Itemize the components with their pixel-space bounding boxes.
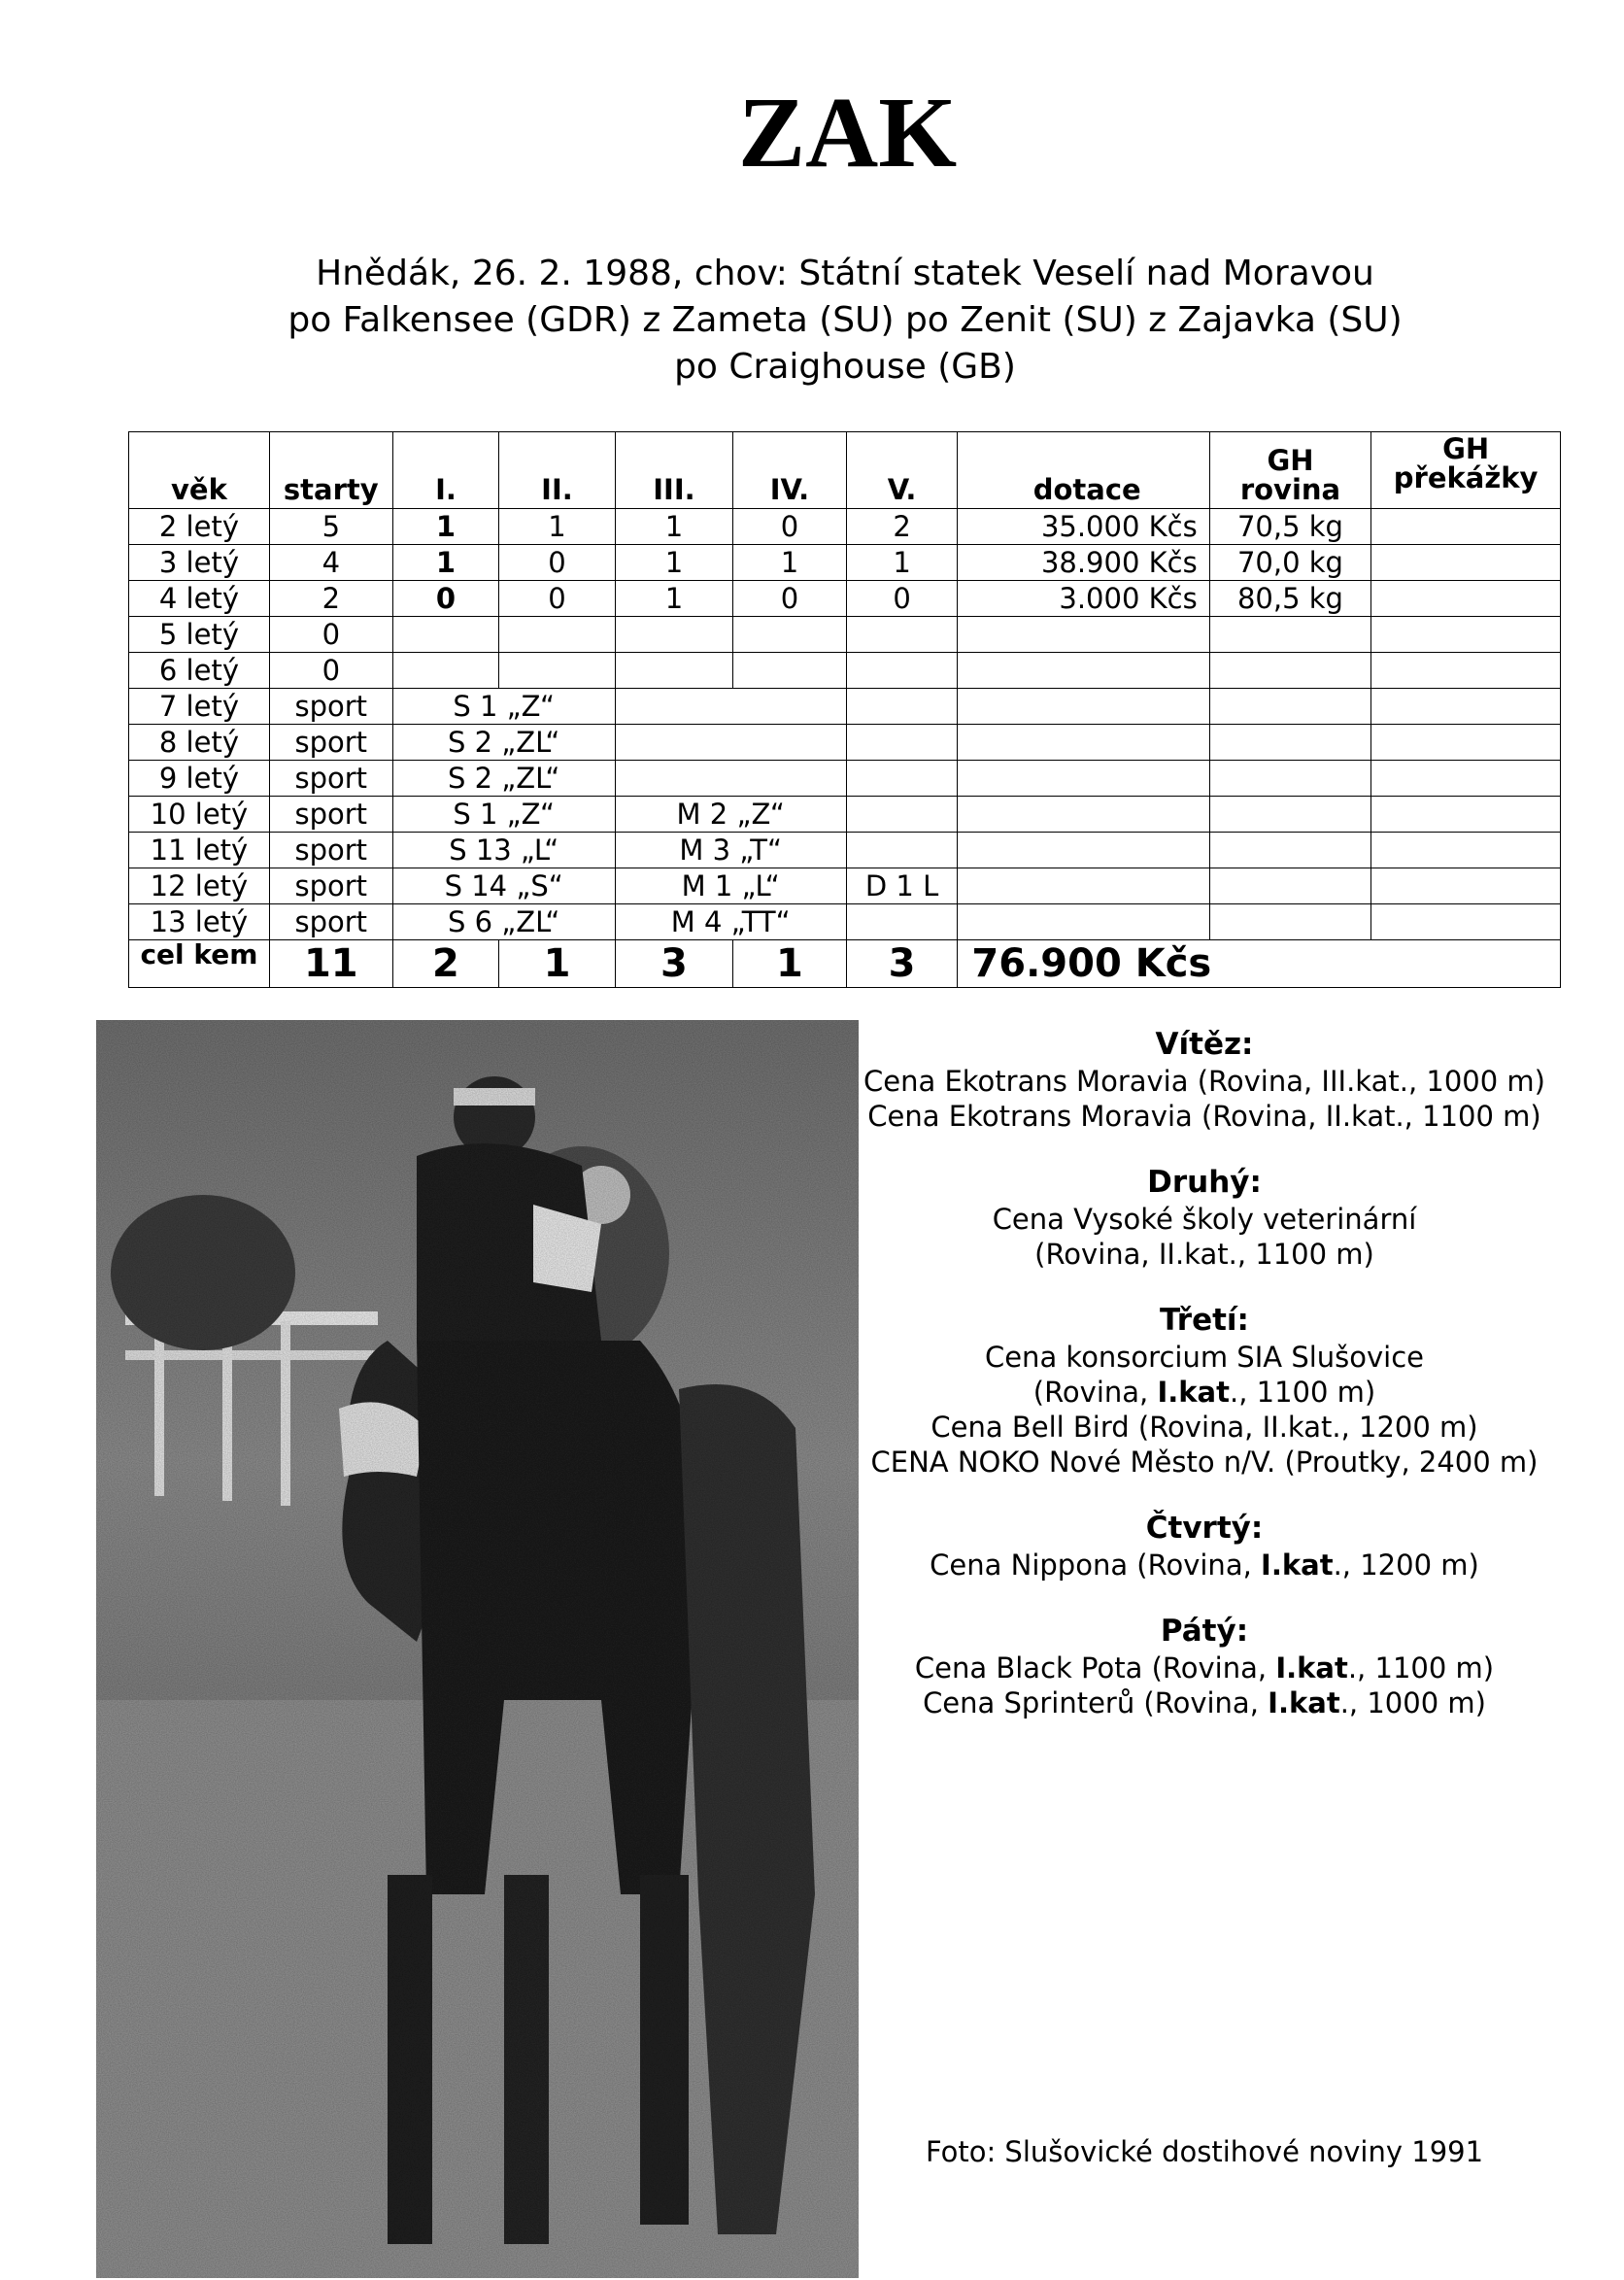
cell-sport-s: S 14 „S“	[392, 868, 615, 904]
table-total-row	[129, 940, 1561, 988]
race-entry-text: (Rovina, II.kat., 1100 m)	[1034, 1238, 1374, 1271]
cell-empty	[1371, 833, 1561, 868]
cell-starts: sport	[269, 761, 392, 797]
cell-age: 7 letý	[129, 689, 270, 725]
race-entry	[855, 1410, 1554, 1445]
race-entry	[855, 1650, 1554, 1685]
cell-sport-s: S 6 „ZL“	[392, 904, 615, 940]
race-entry	[855, 1340, 1554, 1375]
cell-starts: 4	[269, 545, 392, 581]
cell-empty	[1209, 725, 1371, 761]
cell-second	[499, 653, 616, 689]
cell-fifth: 2	[846, 509, 958, 545]
cell-sport-s: S 2 „ZL“	[392, 725, 615, 761]
placing-heading: Druhý:	[1147, 1165, 1262, 1200]
header-second: II.	[499, 432, 616, 509]
cell-empty	[1371, 689, 1561, 725]
cell-starts: sport	[269, 725, 392, 761]
cell-empty	[958, 833, 1209, 868]
cell-third	[615, 617, 732, 653]
race-entry	[855, 1445, 1554, 1480]
race-entry-text: ., 1000 m)	[1339, 1686, 1486, 1719]
cell-third: 1	[615, 545, 732, 581]
table-row-sport	[129, 725, 1561, 761]
race-entry-text: Cena konsorcium SIA Slušovice	[984, 1341, 1425, 1374]
cell-fourth	[733, 617, 846, 653]
header-gh-flat-line1: GH	[1267, 444, 1314, 477]
cell-sport-s: S 1 „Z“	[392, 689, 615, 725]
race-entry-text: I.kat	[1268, 1686, 1340, 1719]
cell-first	[392, 617, 499, 653]
horse-and-jockey-photo	[96, 1020, 859, 2278]
header-gh-jumps-line2: překážky	[1393, 461, 1539, 494]
cell-third: 1	[615, 581, 732, 617]
table-row	[129, 617, 1561, 653]
cell-empty	[1209, 761, 1371, 797]
race-entry	[855, 1375, 1554, 1410]
table-row-sport	[129, 761, 1561, 797]
cell-sport-s: S 2 „ZL“	[392, 761, 615, 797]
race-entry-text: (Rovina,	[1032, 1376, 1158, 1409]
cell-empty	[958, 797, 1209, 833]
cell-gh-flat: 70,5 kg	[1209, 509, 1371, 545]
race-entry	[855, 1548, 1554, 1582]
cell-gh-jumps	[1371, 509, 1561, 545]
cell-sport-d	[846, 689, 958, 725]
race-entry-text: ., 1100 m)	[1230, 1376, 1376, 1409]
cell-second: 0	[499, 545, 616, 581]
race-entry-text: ., 1100 m)	[1347, 1651, 1495, 1684]
cell-sport-m: M 3 „T“	[615, 833, 846, 868]
header-prize-money: dotace	[958, 432, 1209, 509]
cell-gh-flat	[1209, 617, 1371, 653]
race-entry	[855, 1237, 1554, 1272]
cell-fourth: 1	[733, 545, 846, 581]
race-entry-text: Cena Ekotrans Moravia (Rovina, II.kat., 1100 m)	[867, 1100, 1541, 1133]
cell-empty	[1209, 833, 1371, 868]
cell-sport-m: M 1 „L“	[615, 868, 846, 904]
table-row	[129, 653, 1561, 689]
cell-age: 11 letý	[129, 833, 270, 868]
race-entry-text: I.kat	[1157, 1376, 1230, 1409]
cell-empty	[1209, 868, 1371, 904]
table-row-sport	[129, 833, 1561, 868]
race-entry	[855, 1202, 1554, 1237]
cell-age: 5 letý	[129, 617, 270, 653]
cell-starts: 5	[269, 509, 392, 545]
photo-credit: Foto: Slušovické dostihové noviny 1991	[925, 2135, 1484, 2168]
cell-sport-m	[615, 689, 846, 725]
table-row-sport	[129, 797, 1561, 833]
cell-fourth	[733, 653, 846, 689]
total-iii: 3	[615, 940, 732, 988]
header-third: III.	[615, 432, 732, 509]
table-row-sport	[129, 689, 1561, 725]
cell-gh-flat: 70,0 kg	[1209, 545, 1371, 581]
placing-heading: Vítěz:	[1155, 1027, 1254, 1062]
cell-starts: 0	[269, 653, 392, 689]
placing-heading: Čtvrtý:	[1145, 1511, 1264, 1546]
cell-fifth: 0	[846, 581, 958, 617]
race-entry-text: I.kat	[1261, 1548, 1334, 1582]
total-i: 2	[392, 940, 499, 988]
table-row	[129, 581, 1561, 617]
cell-sport-d	[846, 797, 958, 833]
header-gh-jumps	[1371, 432, 1561, 509]
cell-empty	[1209, 797, 1371, 833]
cell-starts: sport	[269, 868, 392, 904]
total-ii: 1	[499, 940, 616, 988]
cell-fifth	[846, 653, 958, 689]
cell-age: 4 letý	[129, 581, 270, 617]
header-gh-flat	[1209, 432, 1371, 509]
header-first: I.	[392, 432, 499, 509]
cell-empty	[1371, 797, 1561, 833]
cell-fifth: 1	[846, 545, 958, 581]
cell-empty	[958, 761, 1209, 797]
header-starts: starty	[269, 432, 392, 509]
table-row-sport	[129, 904, 1561, 940]
cell-empty	[1371, 725, 1561, 761]
cell-fourth: 0	[733, 581, 846, 617]
cell-empty	[1371, 761, 1561, 797]
cell-age: 10 letý	[129, 797, 270, 833]
table-header-row	[129, 432, 1561, 509]
cell-sport-d	[846, 833, 958, 868]
page-title: ZAK	[737, 77, 958, 188]
cell-prize-money: 3.000 Kčs	[958, 581, 1209, 617]
race-results	[855, 1025, 1554, 1720]
cell-prize-money	[958, 653, 1209, 689]
cell-sport-d	[846, 725, 958, 761]
cell-empty	[1371, 904, 1561, 940]
cell-empty	[958, 904, 1209, 940]
race-entry	[855, 1685, 1554, 1720]
header-fifth: V.	[846, 432, 958, 509]
cell-gh-jumps	[1371, 545, 1561, 581]
placing-heading: Třetí:	[1160, 1303, 1249, 1338]
cell-empty	[958, 868, 1209, 904]
cell-second: 1	[499, 509, 616, 545]
horse-pedigree	[238, 251, 1452, 391]
cell-sport-m: M 4 „TT“	[615, 904, 846, 940]
cell-sport-d	[846, 904, 958, 940]
total-v: 3	[846, 940, 958, 988]
cell-age: 13 letý	[129, 904, 270, 940]
cell-first	[392, 653, 499, 689]
race-entry-text: CENA NOKO Nové Město n/V. (Proutky, 2400 m)	[870, 1446, 1539, 1479]
cell-sport-s: S 13 „L“	[392, 833, 615, 868]
cell-gh-jumps	[1371, 617, 1561, 653]
cell-age: 3 letý	[129, 545, 270, 581]
cell-starts: sport	[269, 689, 392, 725]
cell-sport-d	[846, 761, 958, 797]
header-age: věk	[129, 432, 270, 509]
header-gh-jumps-line1: GH	[1442, 432, 1490, 465]
race-entry-text: Cena Nippona (Rovina,	[930, 1548, 1262, 1582]
race-statistics-table	[128, 431, 1561, 988]
total-prize-money: 76.900 Kčs	[958, 940, 1561, 988]
race-entry-text: I.kat	[1275, 1651, 1348, 1684]
cell-sport-m	[615, 725, 846, 761]
cell-age: 12 letý	[129, 868, 270, 904]
cell-prize-money: 35.000 Kčs	[958, 509, 1209, 545]
cell-starts: 0	[269, 617, 392, 653]
cell-first: 1	[392, 545, 499, 581]
race-entry	[855, 1064, 1554, 1099]
pedigree-line: Hnědák, 26. 2. 1988, chov: Státní statek Veselí nad Moravou	[316, 254, 1374, 293]
cell-third: 1	[615, 509, 732, 545]
total-iv: 1	[733, 940, 846, 988]
cell-fourth: 0	[733, 509, 846, 545]
race-entry-text: Cena Black Pota (Rovina,	[914, 1651, 1276, 1684]
race-entry-text: Cena Bell Bird (Rovina, II.kat., 1200 m)	[930, 1411, 1478, 1444]
cell-empty	[1209, 904, 1371, 940]
cell-empty	[1209, 689, 1371, 725]
placing-heading: Pátý:	[1160, 1614, 1249, 1649]
cell-empty	[958, 689, 1209, 725]
cell-age: 6 letý	[129, 653, 270, 689]
cell-starts: sport	[269, 833, 392, 868]
cell-sport-s: S 1 „Z“	[392, 797, 615, 833]
cell-empty	[1371, 868, 1561, 904]
cell-age: 8 letý	[129, 725, 270, 761]
cell-second: 0	[499, 581, 616, 617]
table-row	[129, 545, 1561, 581]
header-gh-flat-line2: rovina	[1239, 473, 1341, 506]
cell-empty	[958, 725, 1209, 761]
cell-gh-jumps	[1371, 653, 1561, 689]
race-entry-text: Cena Vysoké školy veterinární	[992, 1203, 1417, 1236]
cell-gh-flat	[1209, 653, 1371, 689]
table-row-sport	[129, 868, 1561, 904]
cell-starts: sport	[269, 797, 392, 833]
cell-sport-d: D 1 L	[846, 868, 958, 904]
cell-gh-flat: 80,5 kg	[1209, 581, 1371, 617]
pedigree-line: po Falkensee (GDR) z Zameta (SU) po Zenit (SU) z Zajavka (SU)	[288, 300, 1403, 340]
cell-second	[499, 617, 616, 653]
cell-starts: sport	[269, 904, 392, 940]
cell-age: 9 letý	[129, 761, 270, 797]
cell-gh-jumps	[1371, 581, 1561, 617]
total-starty: 11	[269, 940, 392, 988]
cell-prize-money: 38.900 Kčs	[958, 545, 1209, 581]
cell-first: 0	[392, 581, 499, 617]
cell-age: 2 letý	[129, 509, 270, 545]
race-entry	[855, 1099, 1554, 1134]
table-row	[129, 509, 1561, 545]
cell-prize-money	[958, 617, 1209, 653]
race-entry-text: Cena Sprinterů (Rovina,	[923, 1686, 1269, 1719]
cell-sport-m	[615, 761, 846, 797]
race-entry-text: ., 1200 m)	[1333, 1548, 1479, 1582]
cell-third	[615, 653, 732, 689]
cell-starts: 2	[269, 581, 392, 617]
total-label: cel kem	[129, 940, 270, 988]
cell-first: 1	[392, 509, 499, 545]
race-entry-text: Cena Ekotrans Moravia (Rovina, III.kat., 1000 m)	[863, 1065, 1545, 1098]
cell-fifth	[846, 617, 958, 653]
pedigree-line: po Craighouse (GB)	[674, 347, 1016, 387]
header-fourth: IV.	[733, 432, 846, 509]
cell-sport-m: M 2 „Z“	[615, 797, 846, 833]
